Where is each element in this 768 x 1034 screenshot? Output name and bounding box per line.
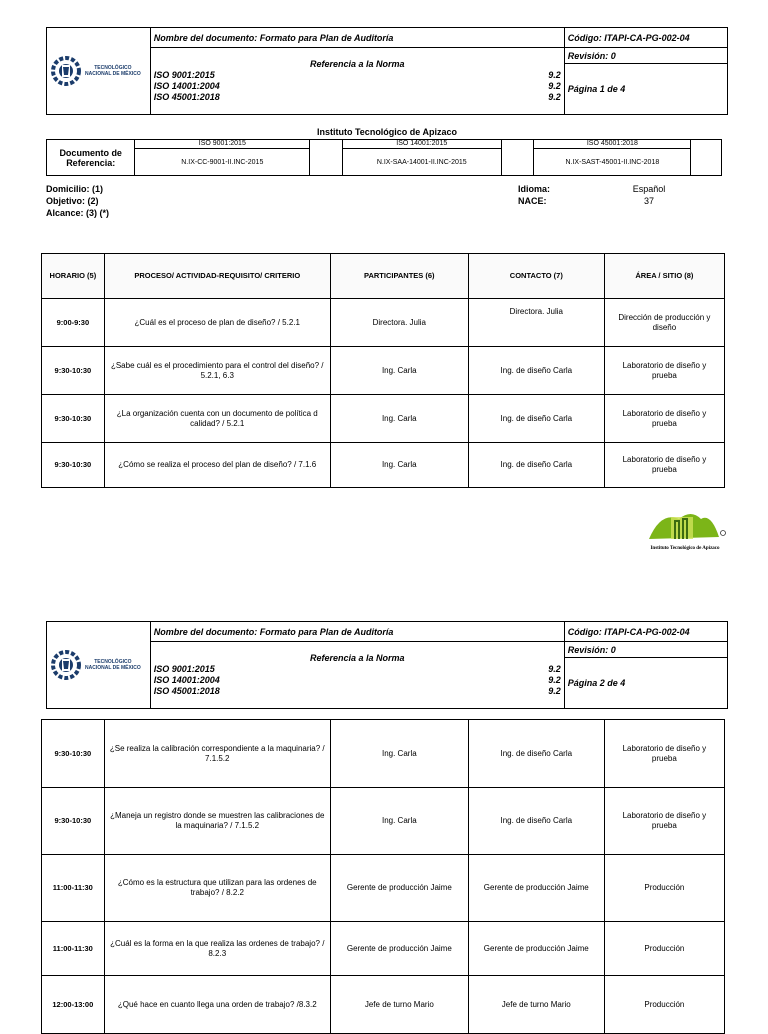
cell-process: ¿Se realiza la calibración correspondiente a la maquinaria? / 7.1.5.2 [104,720,330,788]
table-row [42,788,725,855]
norm-clause: 9.2 [548,675,561,685]
cell-time: 11:00-11:30 [42,922,105,976]
reference-docs-label: Documento de Referencia: [47,140,135,176]
table-row [42,855,725,922]
cell-contact: Ing. de diseño Carla [468,720,604,788]
domicilio-label: Domicilio: (1) [46,184,104,194]
norm-name: ISO 9001:2015 [153,70,215,80]
table-row [42,347,725,395]
reference-doc-cell [135,140,310,176]
norm-clause: 9.2 [548,81,561,91]
header-contacto: CONTACTO (7) [468,254,604,299]
idioma-value: Español [632,184,666,194]
page-number: Página 1 de 4 [564,64,727,115]
cell-area: Producción [604,855,724,922]
cell-process: ¿Cómo se realiza el proceso del plan de diseño? / 7.1.6 [104,443,330,488]
reference-doc-check [501,140,534,176]
table-row [42,395,725,443]
cell-time: 12:00-13:00 [42,976,105,1034]
cell-time: 9:00-9:30 [42,299,105,347]
reference-doc-standard: ISO 14001:2015 [343,140,501,149]
apizaco-logo-text: Instituto Tecnológico de Apizaco [650,546,720,551]
norm-reference [150,642,564,709]
table-row [42,922,725,976]
cell-participants: Directora. Julia [330,299,468,347]
reference-doc-code: N.IX-CC-9001-II.INC-2015 [181,159,264,166]
header-proceso: PROCESO/ ACTIVIDAD-REQUISITO/ CRITERIO [104,254,330,299]
tecnm-emblem-icon [51,645,81,685]
cell-contact: Jefe de turno Mario [468,976,604,1034]
reference-doc-check [691,140,722,176]
document-code: Código: ITAPI-CA-PG-002-04 [564,28,727,48]
institute-title: Instituto Tecnológico de Apizaco [316,127,457,137]
norm-reference-title: Referencia a la Norma [309,59,405,69]
tecnm-emblem-icon [51,51,81,91]
page-number: Página 2 de 4 [564,658,727,709]
reference-doc-check [310,140,343,176]
cell-contact: Ing. de diseño Carla [468,395,604,443]
document-header-page2 [46,621,728,709]
apizaco-logo [640,505,730,551]
language-nace-labels [518,183,550,207]
document-name: Nombre del documento: Formato para Plan de Auditoría [150,28,564,48]
cell-area: Laboratorio de diseño y prueba [604,720,724,788]
cell-area: Laboratorio de diseño y prueba [604,395,724,443]
norm-reference [150,48,564,115]
cell-participants: Ing. Carla [330,788,468,855]
logo-text-line2: NACIONAL DE MÉXICO [85,665,141,671]
cell-process: ¿Cómo es la estructura que utilizan para las ordenes de trabajo? / 8.2.2 [104,855,330,922]
nace-value: 37 [643,196,654,206]
logo-text-line1: TECNOLÓGICO [94,659,132,665]
norm-name: ISO 14001:2004 [153,81,220,91]
reference-doc-code: N.IX-SAST-45001-II.INC-2018 [565,159,660,166]
cell-participants: Jefe de turno Mario [330,976,468,1034]
cell-time: 9:30-10:30 [42,347,105,395]
document-revision: Revisión: 0 [564,48,727,64]
table-row [42,976,725,1034]
table-row [42,299,725,347]
reference-doc-cell [534,140,691,176]
cell-contact: Gerente de producción Jaime [468,922,604,976]
header-area: ÁREA / SITIO (8) [604,254,724,299]
norm-clause: 9.2 [548,686,561,696]
norm-clause: 9.2 [548,70,561,80]
cell-contact: Ing. de diseño Carla [468,788,604,855]
cell-participants: Gerente de producción Jaime [330,922,468,976]
audit-agenda-table-page2 [41,719,725,1034]
norm-name: ISO 9001:2015 [153,664,215,674]
cell-area: Dirección de producción y diseño [604,299,724,347]
norm-reference-title: Referencia a la Norma [309,653,405,663]
tecnm-logo [47,28,151,115]
cell-participants: Ing. Carla [330,395,468,443]
logo-text-line1: TECNOLÓGICO [94,65,132,71]
header-participantes: PARTICIPANTES (6) [330,254,468,299]
cell-time: 9:30-10:30 [42,443,105,488]
cell-time: 9:30-10:30 [42,395,105,443]
cell-area: Laboratorio de diseño y prueba [604,347,724,395]
agenda-header-row [42,254,725,299]
norm-clause: 9.2 [548,92,561,102]
audit-agenda-table-page1 [41,253,725,488]
document-header-page1 [46,27,728,115]
cell-process: ¿Maneja un registro donde se muestren las calibraciones de la maquinaria? / 7.1.5.2 [104,788,330,855]
cell-process: ¿Sabe cuál es el procedimiento para el control del diseño? / 5.2.1, 6.3 [104,347,330,395]
reference-documents-table [46,139,722,176]
cell-contact: Ing. de diseño Carla [468,347,604,395]
language-nace-values [620,183,678,207]
cell-contact: Gerente de producción Jaime [468,855,604,922]
cell-area: Producción [604,976,724,1034]
reference-doc-standard: ISO 9001:2015 [135,140,309,149]
reference-doc-code: N.IX-SAA-14001-II.INC-2015 [376,159,467,166]
norm-name: ISO 45001:2018 [153,92,220,102]
cell-participants: Ing. Carla [330,347,468,395]
tecnm-logo [47,622,151,709]
document-code: Código: ITAPI-CA-PG-002-04 [564,622,727,642]
cell-process: ¿La organización cuenta con un documento de política d calidad? / 5.2.1 [104,395,330,443]
table-row [42,443,725,488]
objetivo-label: Objetivo: (2) [46,196,99,206]
cell-time: 9:30-10:30 [42,788,105,855]
cell-process: ¿Cuál es el proceso de plan de diseño? / 5.2.1 [104,299,330,347]
cell-contact: Directora. Julia [468,299,604,347]
idioma-label: Idioma: [518,184,551,194]
cell-time: 11:00-11:30 [42,855,105,922]
audit-info [46,183,109,219]
apizaco-emblem-icon [641,505,729,543]
reference-doc-standard: ISO 45001:2018 [534,140,690,149]
cell-area: Producción [604,922,724,976]
norm-clause: 9.2 [548,664,561,674]
cell-participants: Ing. Carla [330,720,468,788]
reference-doc-cell [342,140,501,176]
logo-text-line2: NACIONAL DE MÉXICO [85,71,141,77]
nace-label: NACE: [518,196,547,206]
cell-participants: Gerente de producción Jaime [330,855,468,922]
cell-area: Laboratorio de diseño y prueba [604,788,724,855]
cell-area: Laboratorio de diseño y prueba [604,443,724,488]
alcance-label: Alcance: (3) (*) [46,208,110,218]
document-revision: Revisión: 0 [564,642,727,658]
cell-process: ¿Qué hace en cuanto llega una orden de trabajo? /8.3.2 [104,976,330,1034]
cell-participants: Ing. Carla [330,443,468,488]
table-row [42,720,725,788]
document-name: Nombre del documento: Formato para Plan de Auditoría [150,622,564,642]
cell-process: ¿Cuál es la forma en la que realiza las ordenes de trabajo? / 8.2.3 [104,922,330,976]
norm-name: ISO 45001:2018 [153,686,220,696]
norm-name: ISO 14001:2004 [153,675,220,685]
cell-time: 9:30-10:30 [42,720,105,788]
header-horario: HORARIO (5) [42,254,105,299]
cell-contact: Ing. de diseño Carla [468,443,604,488]
